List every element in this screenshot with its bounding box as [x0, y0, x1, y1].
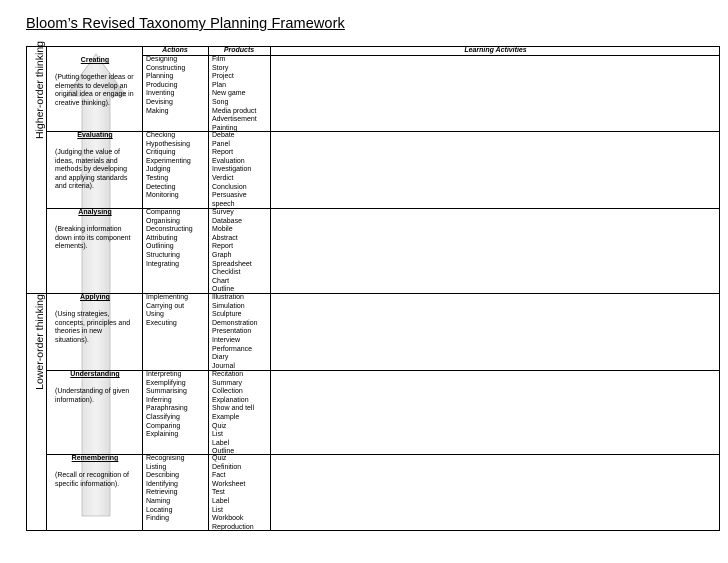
actions-list [146, 455, 185, 524]
action-item: Executing [146, 319, 177, 327]
products-list [212, 455, 254, 532]
product-item: Simulation [212, 302, 245, 310]
action-item: Checking [146, 132, 176, 139]
level-title: Understanding [70, 371, 120, 378]
product-item: Checklist [212, 269, 241, 277]
action-item: Integrating [146, 260, 180, 268]
action-item: Attributing [146, 234, 178, 242]
products-list [212, 56, 257, 133]
product-item: Persuasive [212, 192, 247, 200]
product-item: Outline [212, 286, 235, 294]
product-item: Story [212, 64, 229, 72]
action-item: Describing [146, 472, 180, 480]
action-item: Comparing [146, 209, 181, 216]
actions-list [146, 371, 188, 440]
actions-column-divider [208, 46, 209, 531]
action-item: Interpreting [146, 371, 182, 378]
action-item: Inferring [146, 396, 172, 404]
level-title: Creating [80, 57, 110, 64]
action-item: Deconstructing [146, 226, 193, 234]
level-title: Remembering [71, 455, 119, 462]
product-item: Reproduction [212, 523, 254, 531]
product-item: Test [212, 489, 225, 497]
product-item: Panel [212, 140, 230, 148]
action-item: Summarising [146, 388, 187, 396]
products-list [212, 132, 251, 209]
product-item: speech [212, 200, 235, 208]
action-item: Testing [146, 174, 169, 182]
actions-list [146, 209, 193, 269]
product-item: List [212, 431, 223, 439]
product-item: Quiz [212, 455, 227, 462]
action-item: Exemplifying [146, 379, 186, 387]
learning-activities-header: Learning Activities [464, 47, 527, 54]
product-item: Spreadsheet [212, 260, 252, 268]
action-item: Monitoring [146, 192, 179, 200]
level-description: (Using strategies, concepts, principles and theories in new situations). [55, 311, 131, 344]
action-item: Paraphrasing [146, 405, 188, 413]
product-item: Journal [212, 362, 235, 370]
action-item: Critiquing [146, 149, 176, 157]
products-header: Products [223, 47, 255, 54]
action-item: Identifying [146, 480, 178, 488]
product-item: Example [212, 413, 240, 421]
product-item: Worksheet [212, 480, 246, 488]
product-item: Workbook [212, 515, 244, 523]
action-item: Experimenting [146, 157, 191, 165]
product-item: Diary [212, 354, 229, 362]
product-item: Label [212, 497, 230, 505]
product-item: Chart [212, 277, 230, 285]
level-description: (Putting together ideas or elements to develop an original idea or engage in creative thinking). [55, 74, 134, 107]
products-column-divider [270, 46, 271, 531]
action-item: Carrying out [146, 302, 185, 310]
action-item: Designing [146, 56, 178, 63]
level-description: (Judging the value of ideas, materials and methods by developing and applying standards and criteria). [55, 149, 128, 191]
action-item: Listing [146, 463, 167, 471]
product-item: Project [212, 73, 234, 81]
action-item: Constructing [146, 64, 186, 72]
action-item: Finding [146, 515, 169, 523]
product-item: New game [212, 90, 246, 98]
product-item: Show and tell [212, 405, 255, 413]
action-item: Comparing [146, 422, 181, 430]
product-item: Mobile [212, 226, 233, 234]
product-item: Definition [212, 463, 242, 471]
product-item: Film [212, 56, 226, 63]
action-item: Planning [146, 73, 174, 81]
action-item: Organising [146, 217, 180, 225]
level-title: Evaluating [77, 132, 113, 139]
product-item: Debate [212, 132, 235, 139]
products-list [212, 209, 252, 295]
page-title: Bloom’s Revised Taxonomy Planning Framework [26, 16, 345, 32]
level-column-divider [142, 46, 143, 531]
product-item: Abstract [212, 234, 238, 242]
product-item: Sculpture [212, 311, 242, 319]
product-item: Interview [212, 336, 241, 344]
product-item: List [212, 506, 223, 514]
product-item: Graph [212, 251, 232, 259]
action-item: Structuring [146, 251, 180, 259]
action-item: Inventing [146, 90, 175, 98]
products-list [212, 371, 254, 457]
action-item: Judging [146, 166, 171, 174]
actions-list [146, 294, 188, 328]
product-item: Investigation [212, 166, 252, 174]
product-item: Conclusion [212, 183, 247, 191]
product-item: Painting [212, 124, 238, 132]
level-description: (Breaking information down into its component elements). [55, 226, 131, 251]
product-item: Database [212, 217, 242, 225]
action-item: Detecting [146, 183, 176, 191]
action-item: Outlining [146, 243, 174, 251]
product-item: Evaluation [212, 157, 245, 165]
product-item: Outline [212, 448, 235, 456]
action-item: Using [146, 311, 164, 319]
action-item: Recognising [146, 455, 185, 462]
action-item: Locating [146, 506, 173, 514]
level-title: Applying [80, 294, 110, 301]
action-item: Retrieving [146, 489, 178, 497]
product-item: Report [212, 149, 234, 157]
level-description: (Recall or recognition of specific information). [55, 472, 129, 488]
action-item: Classifying [146, 413, 180, 421]
product-item: Fact [212, 472, 226, 480]
level-title: Analysing [78, 209, 112, 216]
higher-order-label: Higher-order thinking [34, 40, 46, 140]
action-item: Hypothesising [146, 140, 190, 148]
product-item: Presentation [212, 328, 252, 336]
product-item: Label [212, 439, 230, 447]
action-item: Naming [146, 497, 171, 505]
lower-order-label: Lower-order thinking [34, 294, 46, 390]
product-item: Performance [212, 345, 253, 353]
product-item: Demonstration [212, 319, 258, 327]
action-item: Implementing [146, 294, 189, 301]
product-item: Report [212, 243, 234, 251]
side-column-divider [46, 46, 47, 531]
action-item: Devising [146, 98, 173, 106]
product-item: Explanation [212, 396, 249, 404]
product-item: Advertisement [212, 116, 257, 124]
actions-header: Actions [162, 47, 188, 54]
level-description: (Understanding of given information). [55, 388, 130, 404]
product-item: Survey [212, 209, 234, 216]
product-item: Media product [212, 107, 257, 115]
action-item: Producing [146, 81, 178, 89]
product-item: Recitation [212, 371, 244, 378]
action-item: Explaining [146, 431, 179, 439]
action-item: Making [146, 107, 169, 115]
product-item: Collection [212, 388, 243, 396]
products-list [212, 294, 258, 371]
product-item: Illustration [212, 294, 244, 301]
product-item: Quiz [212, 422, 227, 430]
product-item: Plan [212, 81, 227, 89]
actions-list [146, 132, 191, 201]
product-item: Summary [212, 379, 242, 387]
product-item: Song [212, 98, 229, 106]
actions-list [146, 56, 185, 116]
product-item: Verdict [212, 174, 234, 182]
